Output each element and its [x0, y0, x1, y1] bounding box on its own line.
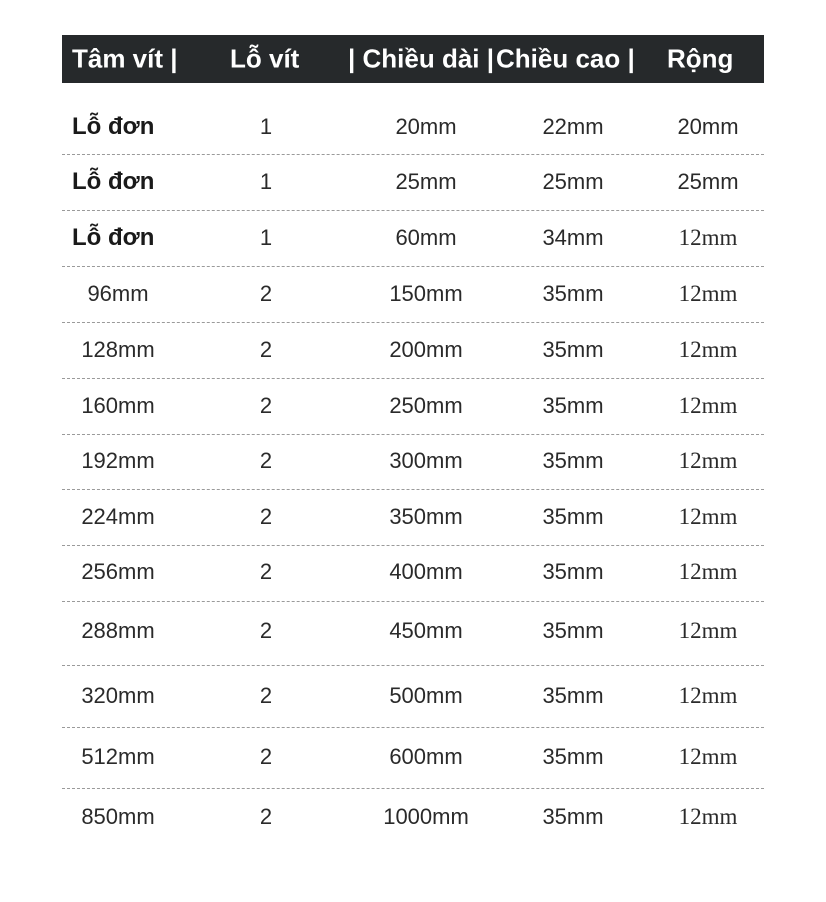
cell-chieu-dai: 60mm [395, 225, 457, 250]
cell-chieu-dai: 150mm [389, 281, 463, 306]
table-row [62, 274, 764, 314]
table-row [62, 330, 764, 370]
cell-chieu-cao: 35mm [542, 744, 604, 769]
table-row [62, 797, 764, 837]
table-row [62, 162, 764, 202]
cell-chieu-cao: 34mm [542, 225, 604, 250]
row-divider [62, 210, 764, 211]
cell-chieu-dai: 300mm [389, 448, 463, 473]
cell-lo-vit: 2 [259, 448, 273, 473]
table-row [62, 676, 764, 716]
table-row [62, 107, 764, 147]
cell-lo-vit: 2 [259, 559, 273, 584]
cell-lo-vit: 2 [259, 683, 273, 708]
table-row [62, 552, 764, 592]
cell-lo-vit: 2 [259, 618, 273, 643]
cell-chieu-cao: 35mm [542, 281, 604, 306]
cell-chieu-cao: 35mm [542, 804, 604, 829]
header-tam-vit: Tâm vít | [72, 43, 178, 74]
cell-tam-vit: 192mm [81, 448, 155, 473]
cell-chieu-cao: 35mm [542, 448, 604, 473]
header-chieu-dai: | Chiều dài | [348, 43, 495, 74]
cell-rong: 12mm [678, 448, 738, 473]
cell-tam-vit: 96mm [87, 281, 149, 306]
row-divider [62, 665, 764, 666]
table-row [62, 737, 764, 777]
cell-rong: 12mm [678, 744, 738, 769]
spec-table [62, 35, 764, 829]
cell-tam-vit: 512mm [81, 744, 155, 769]
cell-tam-vit: Lỗ đơn [72, 113, 155, 140]
table-header [62, 35, 764, 83]
cell-chieu-cao: 35mm [542, 618, 604, 643]
cell-tam-vit: 128mm [81, 337, 155, 362]
table-row [62, 497, 764, 537]
row-divider [62, 434, 764, 435]
row-divider [62, 545, 764, 546]
cell-tam-vit: 224mm [81, 504, 155, 529]
row-divider [62, 154, 764, 155]
cell-tam-vit: 160mm [81, 393, 155, 418]
cell-chieu-dai: 200mm [389, 337, 463, 362]
cell-rong: 12mm [678, 225, 738, 250]
cell-rong: 12mm [678, 337, 738, 362]
cell-lo-vit: 2 [259, 281, 273, 306]
cell-rong: 12mm [678, 618, 738, 643]
cell-lo-vit: 2 [259, 337, 273, 362]
cell-chieu-dai: 20mm [395, 114, 457, 139]
cell-rong: 12mm [678, 804, 738, 829]
row-divider [62, 601, 764, 602]
row-divider [62, 727, 764, 728]
cell-tam-vit: 256mm [81, 559, 155, 584]
row-divider [62, 788, 764, 789]
cell-rong: 12mm [678, 683, 738, 708]
cell-rong: 12mm [678, 559, 738, 584]
row-divider [62, 322, 764, 323]
header-lo-vit: Lỗ vít [230, 43, 300, 74]
cell-tam-vit: Lỗ đơn [72, 224, 155, 251]
cell-lo-vit: 1 [259, 225, 273, 250]
cell-chieu-cao: 35mm [542, 559, 604, 584]
cell-rong: 25mm [677, 169, 739, 194]
cell-rong: 12mm [678, 393, 738, 418]
cell-rong: 12mm [678, 504, 738, 529]
cell-chieu-cao: 35mm [542, 504, 604, 529]
table-row [62, 218, 764, 258]
row-divider [62, 266, 764, 267]
cell-rong: 20mm [677, 114, 739, 139]
cell-chieu-dai: 25mm [395, 169, 457, 194]
cell-tam-vit: 850mm [81, 804, 155, 829]
cell-tam-vit: 320mm [81, 683, 155, 708]
cell-chieu-cao: 35mm [542, 683, 604, 708]
cell-chieu-dai: 400mm [389, 559, 463, 584]
cell-lo-vit: 2 [259, 393, 273, 418]
cell-chieu-cao: 35mm [542, 337, 604, 362]
cell-chieu-dai: 350mm [389, 504, 463, 529]
row-divider [62, 489, 764, 490]
header-rong: Rộng [667, 43, 734, 74]
table-row [62, 611, 764, 651]
cell-lo-vit: 1 [259, 114, 273, 139]
cell-chieu-dai: 500mm [389, 683, 463, 708]
cell-rong: 12mm [678, 281, 738, 306]
cell-lo-vit: 1 [259, 169, 273, 194]
row-divider [62, 378, 764, 379]
cell-chieu-cao: 25mm [542, 169, 604, 194]
cell-chieu-dai: 450mm [389, 618, 463, 643]
cell-chieu-cao: 35mm [542, 393, 604, 418]
cell-lo-vit: 2 [259, 804, 273, 829]
cell-lo-vit: 2 [259, 504, 273, 529]
cell-chieu-dai: 1000mm [383, 804, 469, 829]
header-chieu-cao: Chiều cao | [496, 43, 635, 74]
table-row [62, 441, 764, 481]
cell-lo-vit: 2 [259, 744, 273, 769]
cell-chieu-cao: 22mm [542, 114, 604, 139]
table-row [62, 386, 764, 426]
cell-chieu-dai: 250mm [389, 393, 463, 418]
cell-tam-vit: 288mm [81, 618, 155, 643]
cell-tam-vit: Lỗ đơn [72, 168, 155, 195]
cell-chieu-dai: 600mm [389, 744, 463, 769]
